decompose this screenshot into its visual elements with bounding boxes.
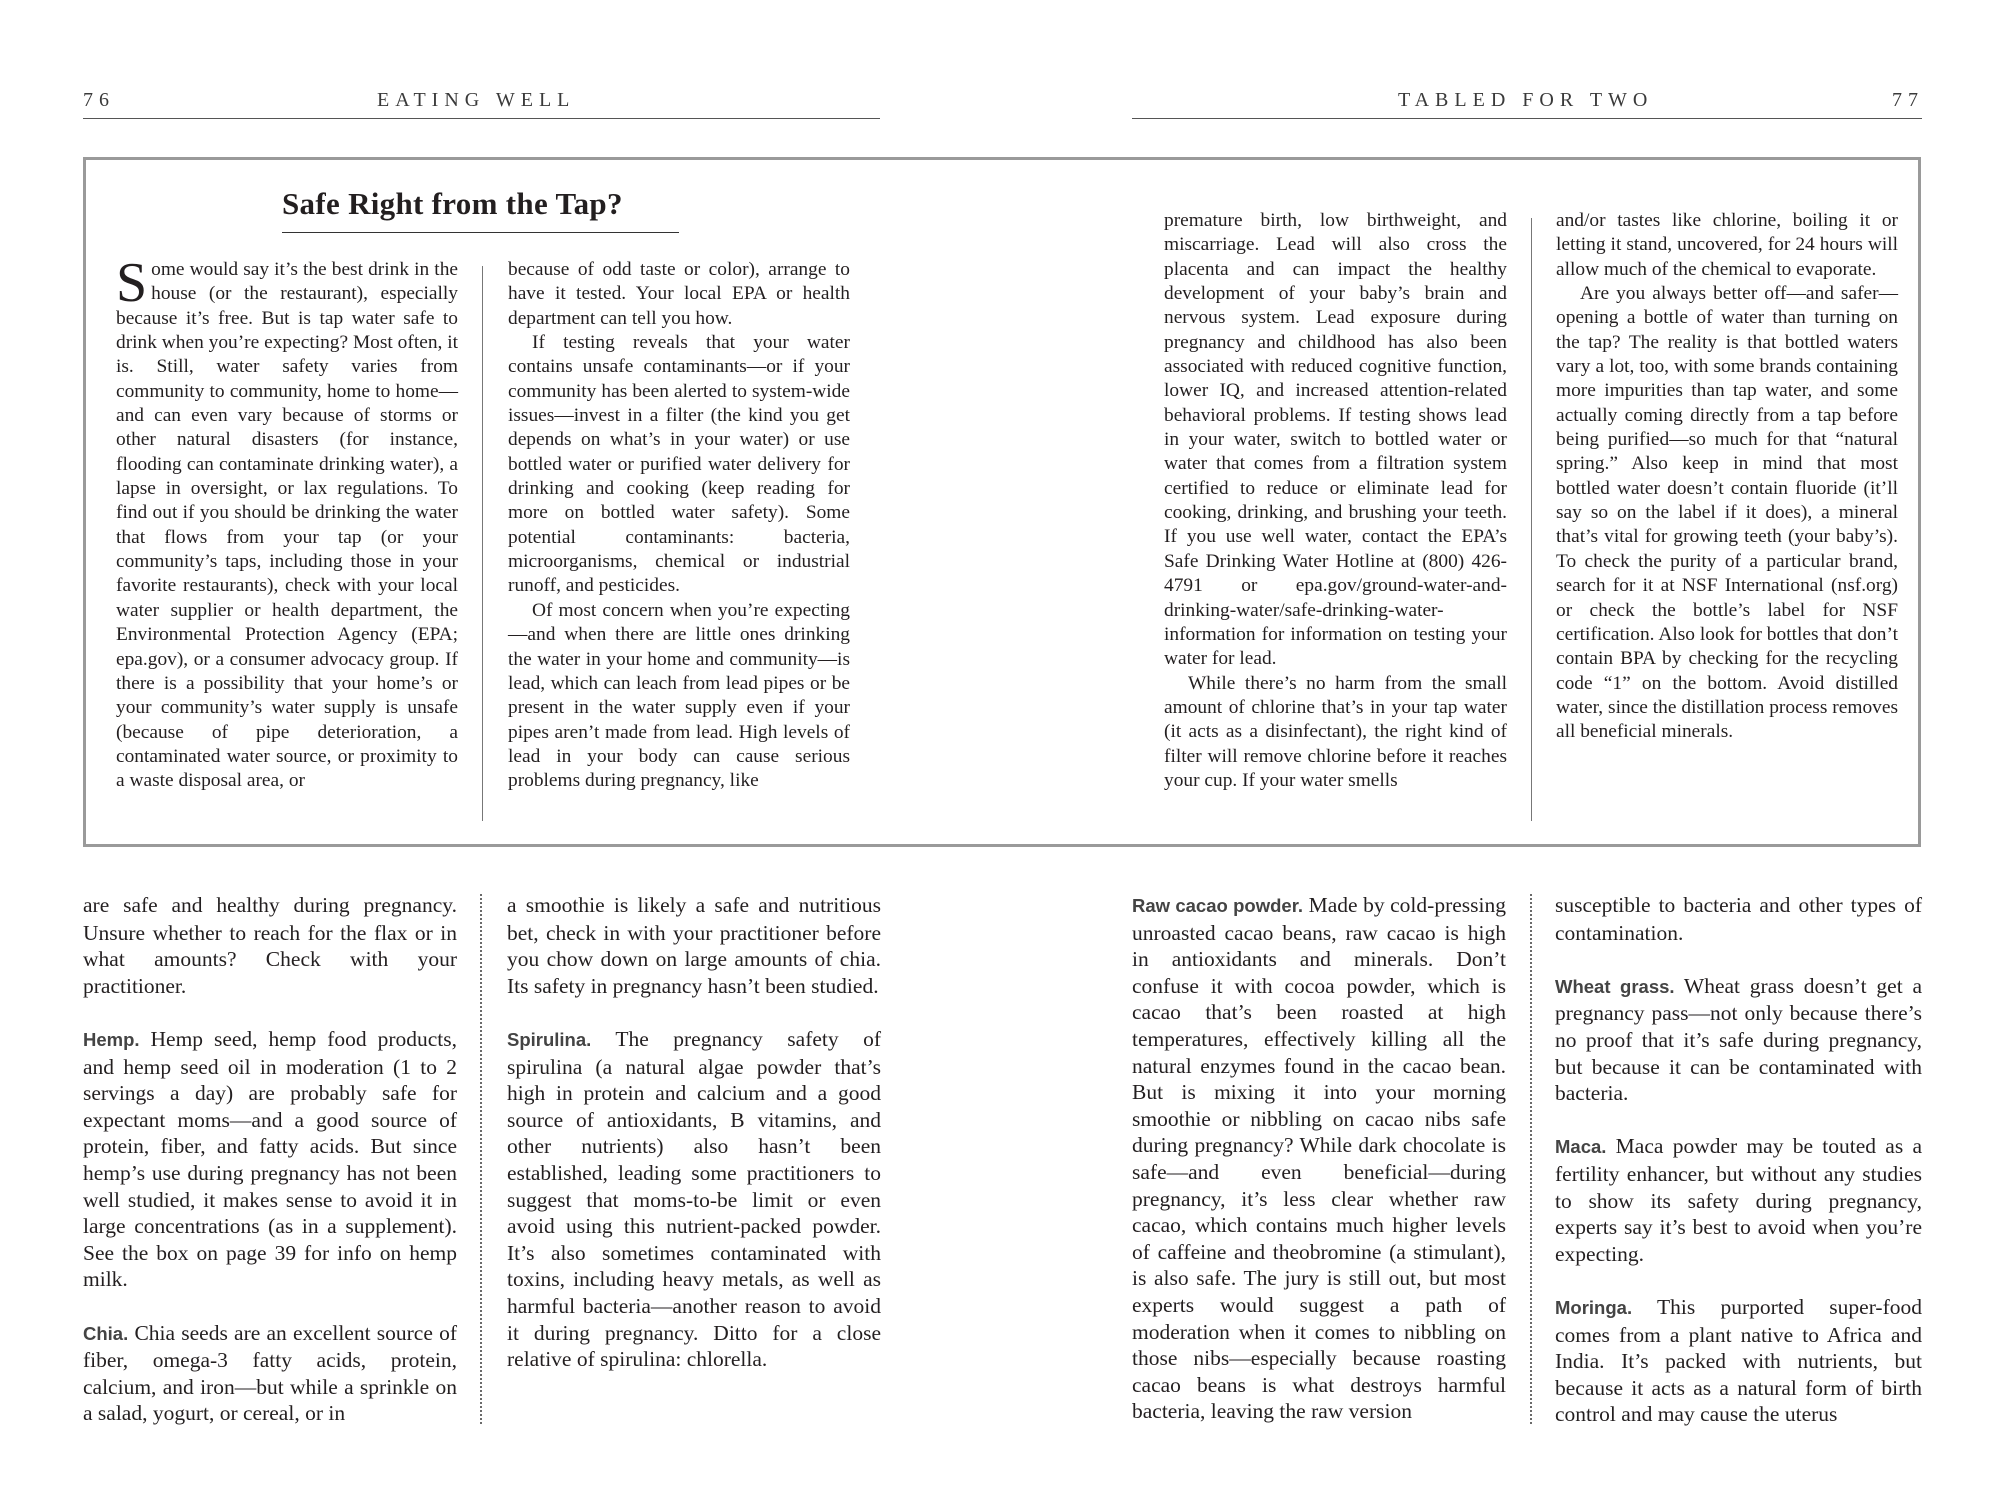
drop-cap: S: [116, 252, 148, 314]
left-page-number: 76: [83, 89, 115, 111]
body-paragraph: [1555, 973, 1922, 1107]
main-column-2: [507, 892, 881, 1373]
entry-text: Made by cold-pressing unroasted cacao beans, raw cacao is high in antioxidants and minerals. Don’t confuse it with cocoa powder, which is cacao that’s been roasted at high temperatures, effectively killing all the natural enzymes found in the cacao bean. But is mixing it into your morning smoothie or nibbling on cacao nibs safe during pregnancy? While dark chocolate is safe—and even beneficial—during pregnancy, it’s less clear whether raw cacao, which contains much higher levels of caffeine and theobromine (a stimulant), is also safe. The jury is still out, but most experts would suggest a path of moderation when it comes to nibbling on those nibs—especially because roasting cacao beans is what destroys harmful bacteria, leaving the raw version: [1132, 893, 1506, 1424]
box-col4-paragraph: and/or tastes like chlorine, boiling it or letting it stand, uncovered, for 24 hours will allow much of the chemical to evaporate.: [1556, 210, 1898, 280]
body-paragraph: [1132, 892, 1506, 1425]
box-column-2: [508, 258, 850, 794]
entry-text: Wheat grass doesn’t get a pregnancy pass—not only because there’s no proof that it’s safe during pregnancy, but because it can be contaminated with bacteria.: [1555, 973, 1922, 1106]
entry-term-hemp: Hemp.: [83, 1028, 140, 1050]
box-col4-paragraph: Are you always better off—and safer—opening a bottle of water than turning on the tap? The reality is that bottled waters vary a lot, too, with some brands containing more impurities than tap water, and some actually coming directly from a tap before being purified—so much for that “natural spring.” Also keep in mind that most bottled water doesn’t contain fluoride (it’ll say so on the label if it does), a mineral that’s vital for growing teeth (your baby’s). To check the purity of a particular brand, search for it at NSF International (nsf.org) or check the bottle’s label for NSF certification. Also look for bottles that don’t contain BPA by checking for the recycling code “1” on the bottom. Avoid distilled water, since the distillation process removes all beneficial minerals.: [1556, 283, 1898, 743]
left-header-rule: [83, 118, 880, 119]
box-column-3: [1164, 209, 1507, 793]
entry-text: are safe and healthy during pregnancy. Unsure whether to reach for the flax or in what amounts? Check with your practitioner.: [83, 893, 457, 998]
box-column-1: [116, 252, 458, 794]
box-column-divider-left: [482, 266, 483, 821]
main-column-3: [1132, 892, 1506, 1425]
box-col2-paragraph: because of odd taste or color), arrange to have it tested. Your local EPA or health department can tell you how.: [508, 259, 850, 329]
body-paragraph: [83, 892, 457, 999]
body-paragraph: [1555, 892, 1922, 946]
body-paragraph: [507, 892, 881, 999]
box-column-divider-right: [1531, 218, 1532, 821]
body-paragraph: [83, 1026, 457, 1293]
body-paragraph: [83, 1320, 457, 1427]
body-paragraph: [507, 1026, 881, 1373]
body-paragraph: [1555, 1133, 1922, 1267]
entry-term-spirulina: Spirulina.: [507, 1028, 592, 1050]
right-running-head: TABLED FOR TWO: [1398, 89, 1654, 111]
entry-term-raw-cacao: Raw cacao powder.: [1132, 895, 1304, 916]
box-col1-paragraph: ome would say it’s the best drink in the house (or the restaurant), especially because it’s free. But is tap water safe to drink when you’re expecting? Most often, it is. Still, water safety varies from community to community, home to home—and can even vary because of storms or other natural disasters (for instance, flooding can contaminate drinking water), a lapse in oversight, or lax regulations. To find out if you should be drinking the water that flows from your tap (or your community’s taps, including those in your favorite restaurants), check with your local water supplier or health department, the Environmental Protection Agency (EPA; epa.gov), or a consumer advocacy group. If there is a possibility that your home’s or your community’s water supply is unsafe (because of pipe deterioration, a contaminated water source, or proximity to a waste disposal area, or: [116, 259, 458, 792]
entry-text: Chia seeds are an excellent source of fiber, omega-3 fatty acids, protein, calcium, and iron—but while a sprinkle on a salad, yogurt, or cereal, or in: [83, 1320, 457, 1426]
box-col3-paragraph: While there’s no harm from the small amount of chlorine that’s in your tap water (it acts as a disinfectant), the right kind of filter will remove chlorine before it reaches your cup. If your water smells: [1164, 672, 1507, 791]
column-dotted-divider-left: [480, 894, 482, 1424]
left-running-head: EATING WELL: [377, 89, 576, 111]
column-dotted-divider-right: [1530, 894, 1532, 1424]
box-col2-paragraph: If testing reveals that your water contains unsafe contaminants—or if your community has been alerted to system-wide issues—invest in a filter (the kind you get depends on what’s in your water) or use bottled water or purified water delivery for drinking and cooking (keep reading for more on bottled water safety). Some potential contaminants: bacteria, microorganisms, chemical or industrial runoff, and pesticides.: [508, 332, 850, 597]
body-paragraph: [1555, 1294, 1922, 1428]
right-header-rule: [1132, 118, 1922, 119]
box-title: Safe Right from the Tap?: [282, 186, 623, 221]
box-col3-paragraph: premature birth, low birthweight, and miscarriage. Lead will also cross the placenta and can impact the healthy development of your baby’s brain and nervous system. Lead exposure during pregnancy and childhood has also been associated with reduced cognitive function, lower IQ, and increased attention-related behavioral problems. If testing shows lead in your water, switch to bottled water or water that comes from a filtration system certified to reduce or eliminate lead for cooking, drinking, and brushing your teeth. If you use well water, contact the EPA’s Safe Drinking Water Hotline at (800) 426-4791 or epa.gov/ground-water-and-drinking-water/safe-drinking-water-information for information on testing your water for lead.: [1164, 210, 1507, 670]
right-page-number: 77: [1892, 89, 1924, 111]
entry-term-wheat-grass: Wheat grass.: [1555, 975, 1675, 997]
entry-term-maca: Maca.: [1555, 1136, 1607, 1158]
box-col2-paragraph: Of most concern when you’re expecting—and when there are little ones drinking the water in your home and community—is lead, which can leach from lead pipes or be present in the water supply even if your pipes aren’t made from lead. High levels of lead in your body can cause serious problems during pregnancy, like: [508, 599, 850, 792]
main-column-1: [83, 892, 457, 1427]
entry-term-chia: Chia.: [83, 1322, 129, 1344]
entry-text: susceptible to bacteria and other types of contamination.: [1555, 893, 1922, 945]
box-column-4: [1556, 209, 1898, 745]
entry-text: a smoothie is likely a safe and nutritious bet, check in with your practitioner before you chow down on large amounts of chia. Its safety in pregnancy hasn’t been studied.: [507, 893, 881, 998]
entry-text: Maca powder may be touted as a fertility enhancer, but without any studies to show its safety during pregnancy, experts say it’s best to avoid when you’re expecting.: [1555, 1134, 1922, 1266]
entry-text: Hemp seed, hemp food products, and hemp seed oil in moderation (1 to 2 servings a day) are probably safe for expectant moms—and a good source of protein, fiber, and fatty acids. But since hemp’s use during pregnancy has not been well studied, it makes sense to avoid it in large concentrations (as in a supplement). See the box on page 39 for info on hemp milk.: [83, 1026, 457, 1292]
box-title-underline: [282, 232, 679, 233]
entry-text: This purported super-food comes from a plant native to Africa and India. It’s packed with nutrients, but because it acts as a natural form of birth control and may cause the uterus: [1555, 1294, 1922, 1427]
main-column-4: [1555, 892, 1922, 1428]
entry-term-moringa: Moringa.: [1555, 1296, 1633, 1318]
entry-text: The pregnancy safety of spirulina (a natural algae powder that’s high in protein and calcium and a good source of antioxidants, B vitamins, and other nutrients) also hasn’t been established, leading some practitioners to suggest that moms-to-be limit or even avoid using this nutrient-packed powder. It’s also sometimes contaminated with toxins, including heavy metals, as well as harmful bacteria—another reason to avoid it during pregnancy. Ditto for a close relative of spirulina: chlorella.: [507, 1026, 881, 1372]
